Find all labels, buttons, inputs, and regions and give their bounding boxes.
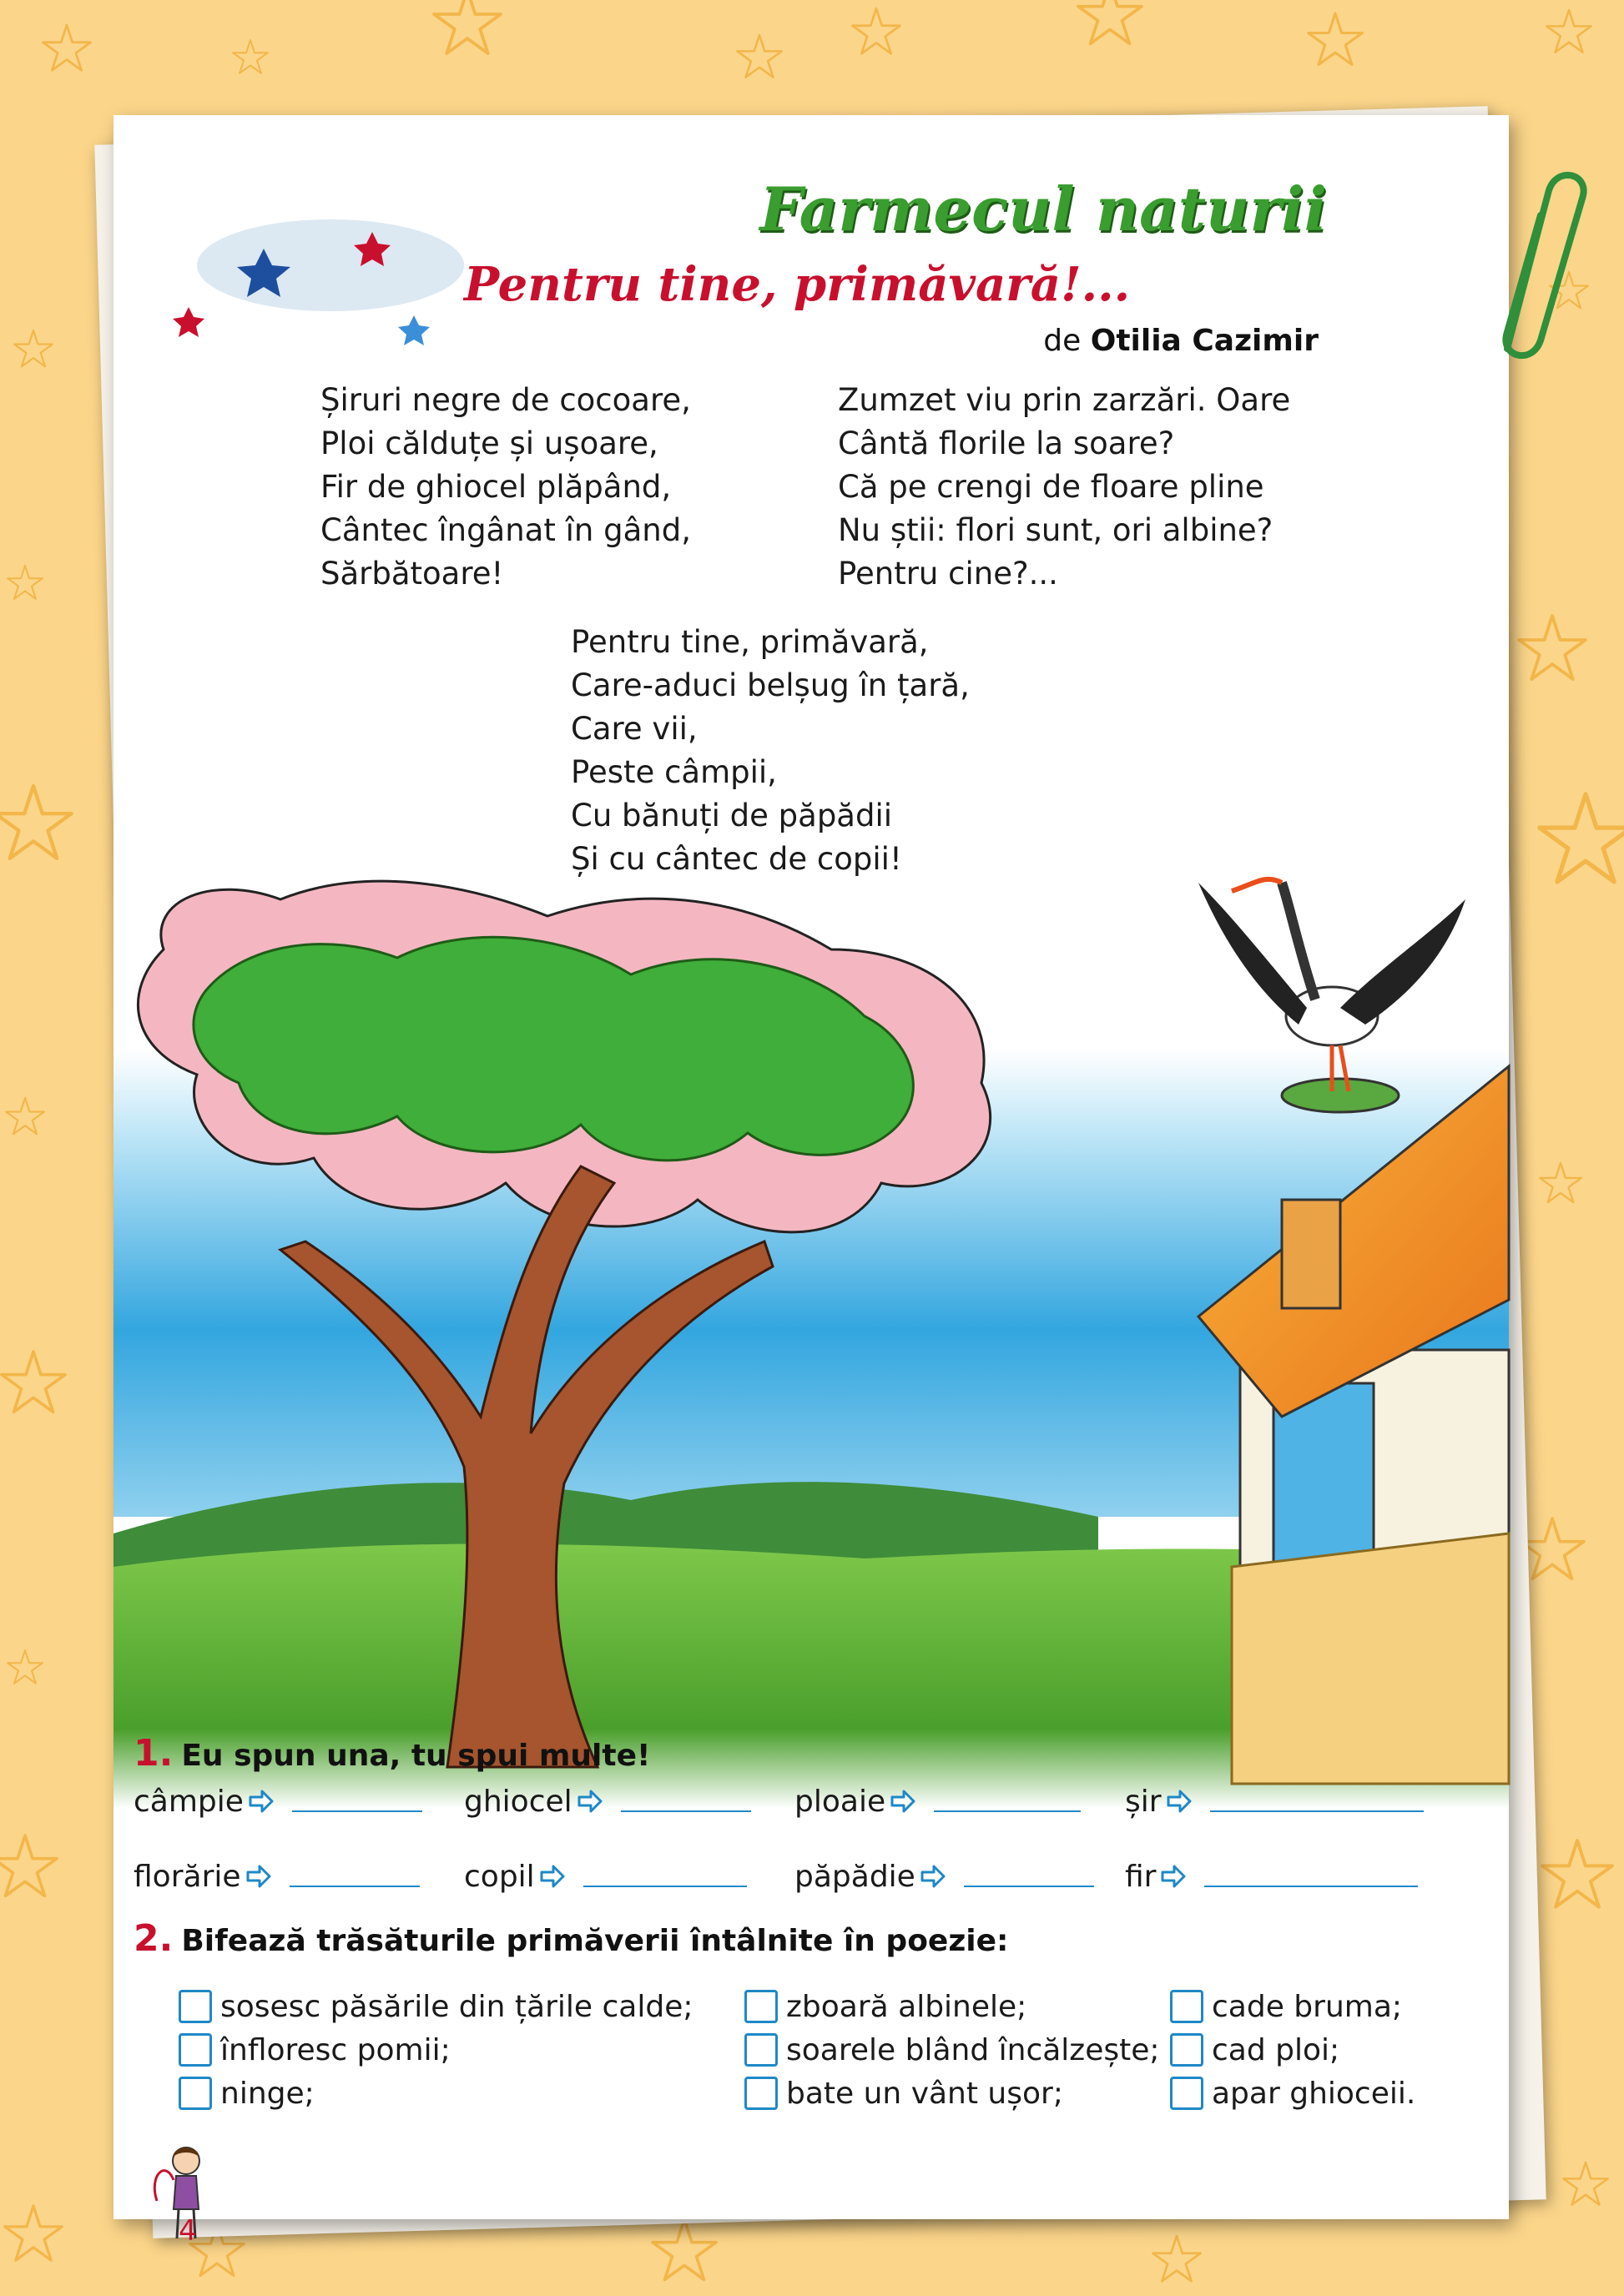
checkbox-options [134, 1985, 1459, 2118]
poem-stanza-3 [571, 621, 970, 881]
poem-stanza-2 [838, 379, 1290, 596]
poem-line: Care-aduci belșug în țară, [571, 667, 970, 703]
option-label: apar ghioceii. [1212, 2076, 1416, 2111]
poem-stanza-1 [320, 379, 691, 596]
checkbox[interactable] [744, 1990, 778, 2023]
author-name: Otilia Cazimir [1090, 324, 1319, 358]
answer-blank[interactable] [292, 1809, 422, 1812]
poem-title: Pentru tine, primăvară!... [464, 257, 1131, 312]
exercise-1-title: Eu spun una, tu spui multe! [181, 1739, 651, 1773]
exercise-2-title: Bifează trăsăturile primăverii întâlnite în poezie: [181, 1924, 1009, 1958]
arrow-right-icon [538, 1862, 567, 1891]
checkbox[interactable] [1170, 2077, 1203, 2110]
checkbox[interactable] [1170, 2033, 1203, 2067]
worksheet-page [113, 115, 1509, 2248]
option-label: soarele blând încălzește; [786, 2032, 1160, 2067]
checkbox[interactable] [179, 2077, 212, 2110]
exercise-2-number: 2. [134, 1917, 174, 1960]
word-item [1125, 1860, 1418, 1894]
poem-line: Că pe crengi de floare pline [838, 469, 1264, 505]
answer-blank[interactable] [621, 1809, 751, 1812]
word-item [134, 1785, 422, 1819]
word-label: ploaie [794, 1785, 886, 1819]
poem-line: Peste câmpii, [571, 754, 777, 790]
arrow-right-icon [1159, 1862, 1188, 1891]
answer-blank[interactable] [290, 1884, 420, 1887]
checkbox[interactable] [179, 1990, 212, 2023]
checkbox-option[interactable] [744, 2028, 1160, 2072]
poem-line: Nu știi: flori sunt, ori albine? [838, 512, 1273, 548]
option-label: cade bruma; [1212, 1989, 1403, 2024]
arrow-right-icon [1165, 1787, 1193, 1815]
exercise-1-number: 1. [134, 1732, 174, 1775]
answer-blank[interactable] [1204, 1884, 1418, 1887]
author-line [1043, 324, 1319, 358]
word-label: fir [1125, 1860, 1157, 1894]
poem-line: Fir de ghiocel plăpând, [320, 469, 672, 505]
poem-line: Pentru cine?... [838, 556, 1058, 592]
checkbox-option[interactable] [1170, 1985, 1402, 2028]
page-number: 4 [179, 2214, 197, 2248]
checkbox-option[interactable] [179, 2072, 315, 2115]
word-label: copil [464, 1860, 535, 1894]
word-label: șir [1125, 1785, 1162, 1819]
word-item [794, 1785, 1081, 1819]
poem-line: Ploi călduțe și ușoare, [320, 425, 658, 461]
checkbox-option[interactable] [1170, 2072, 1415, 2115]
word-item [464, 1860, 747, 1894]
checkbox[interactable] [744, 2033, 778, 2067]
answer-blank[interactable] [1210, 1809, 1424, 1812]
arrow-right-icon [247, 1787, 275, 1815]
poem-line: Șiruri negre de cocoare, [320, 382, 691, 418]
arrow-right-icon [919, 1862, 947, 1891]
checkbox-option[interactable] [744, 1985, 1026, 2028]
poem-line: Cu bănuți de păpădii [571, 798, 893, 833]
checkbox-option[interactable] [744, 2072, 1063, 2115]
option-label: cad ploi; [1212, 2032, 1340, 2067]
checkbox[interactable] [1170, 1990, 1203, 2023]
paperclip-icon [1482, 174, 1582, 357]
checkbox[interactable] [179, 2033, 212, 2067]
poem-line: Și cu cântec de copii! [571, 841, 902, 877]
option-label: înfloresc pomii; [220, 2032, 451, 2067]
poem-line: Pentru tine, primăvară, [571, 624, 929, 660]
word-label: florărie [134, 1860, 241, 1894]
word-item [464, 1785, 751, 1819]
exercise-1-heading [134, 1732, 1459, 1775]
arrow-right-icon [889, 1787, 917, 1815]
word-item [134, 1860, 420, 1894]
checkbox-option[interactable] [1170, 2028, 1339, 2072]
poem-line: Zumzet viu prin zarzări. Oare [838, 382, 1291, 418]
exercise-2 [134, 1917, 1459, 2118]
checkbox-option[interactable] [179, 2028, 451, 2072]
arrow-right-icon [245, 1862, 273, 1891]
answer-blank[interactable] [583, 1884, 747, 1887]
answer-blank[interactable] [964, 1884, 1094, 1887]
word-label: ghiocel [464, 1785, 572, 1819]
author-prefix: de [1043, 324, 1082, 358]
option-label: bate un vânt ușor; [786, 2076, 1063, 2111]
option-label: ninge; [220, 2076, 315, 2111]
poem-line: Cântec îngânat în gând, [320, 512, 691, 548]
checkbox-option[interactable] [179, 1985, 693, 2028]
answer-blank[interactable] [934, 1809, 1081, 1812]
word-label: câmpie [134, 1785, 244, 1819]
arrow-right-icon [576, 1787, 604, 1815]
poem-line: Sărbătoare! [320, 556, 504, 592]
checkbox[interactable] [744, 2077, 778, 2110]
decorative-confetti [139, 215, 489, 365]
word-item [1125, 1785, 1424, 1819]
spring-illustration [113, 849, 1509, 1809]
section-title: Farmecul naturii [759, 174, 1327, 244]
poem-line: Care vii, [571, 711, 698, 747]
word-item [794, 1860, 1094, 1894]
option-label: sosesc păsările din țările calde; [220, 1989, 693, 2024]
exercise-2-heading [134, 1917, 1459, 1960]
word-label: păpădie [794, 1860, 915, 1894]
poem-line: Cântă florile la soare? [838, 425, 1175, 461]
option-label: zboară albinele; [786, 1989, 1027, 2024]
